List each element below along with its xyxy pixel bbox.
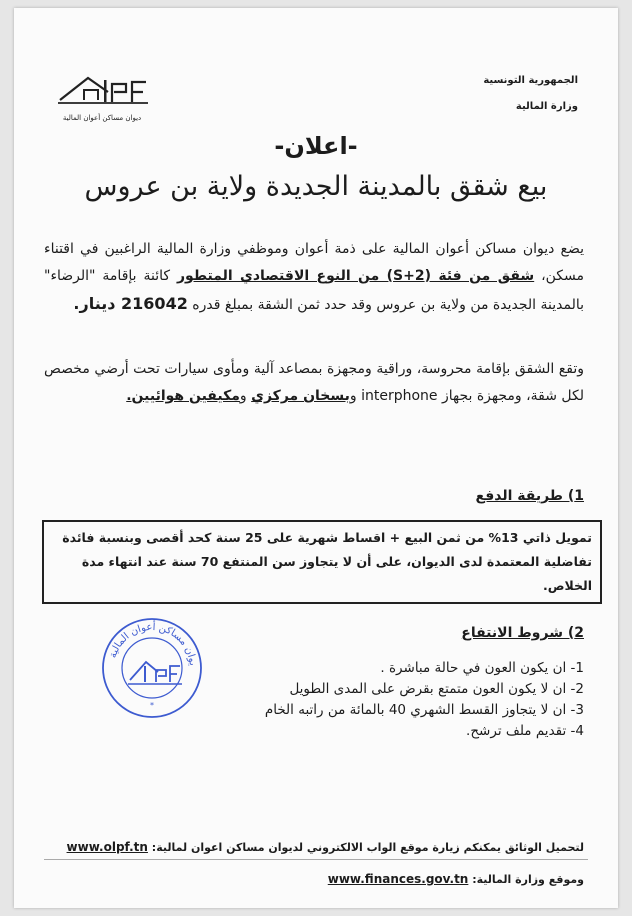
payment-terms-box [42, 520, 602, 604]
section-eligibility-heading: 2) شروط الانتفاع [461, 625, 584, 641]
logo-caption: ديوان مساكن أعوان المالية [62, 114, 142, 122]
p2-text-c: و [239, 388, 252, 404]
p1-price: 216042 دينار. [73, 294, 188, 313]
official-stamp [100, 616, 204, 720]
finances-website-link[interactable]: www.finances.gov.tn [327, 872, 469, 886]
p2-air-conditioners: مكيفين هوائيين. [126, 388, 240, 404]
p1-text-c: كائنة بإقامة "الرضاء" بالمدينة الجديدة من ولاية بن عروس وقد حدد ثمن الشقة بمبلغ قدره [44, 268, 584, 313]
list-item: 4- تقديم ملف ترشح. [466, 723, 584, 739]
p2-text-a: وتقع الشقق بإقامة محروسة، وراقية ومجهزة بمصاعد آلية ومأوى سيارات تحت أرضي مخصص لكل شقة، ومجهزة بجهاز [44, 361, 584, 404]
list-item: 3- ان لا يتجاوز القسط الشهري 40 بالمائة من راتبه الخام [264, 702, 584, 718]
footer-olpf-text: لتحميل الوثائق يمكنكم زيارة موقع الواب الالكتروني لديوان مساكن اعوان لمالية: [151, 841, 584, 854]
footer-divider [44, 859, 588, 860]
paragraph-features [44, 356, 584, 410]
footer-ministry-line [328, 872, 584, 886]
announcement-subtitle: بيع شقق بالمدينة الجديدة ولاية بن عروس [84, 171, 548, 202]
announcement-title: -اعلان- [274, 132, 358, 160]
svg-text:ديوان مساكن أعوان المالية [100, 616, 198, 666]
eligibility-list [265, 658, 584, 742]
svg-text:*: * [150, 701, 154, 710]
document-page [14, 8, 618, 908]
ministry-label: وزارة المالية [515, 101, 578, 112]
footer-ministry-text: وموقع وزارة المالية: [472, 873, 584, 886]
olpf-logo [54, 70, 150, 122]
p2-text-b: و [349, 388, 362, 404]
p2-interphone: interphone [361, 388, 438, 404]
p1-text-a: يضع ديوان مساكن أعوان المالية على ذمة أعوان وموظفي وزارة المالية الراغبين في اقتناء مسكن، [44, 241, 585, 284]
header-ministry-block [483, 68, 578, 120]
olpf-logo-icon [54, 70, 150, 108]
p2-central-heating: بسخان مركزي [251, 388, 350, 404]
olpf-website-link[interactable]: www.olpf.tn [66, 840, 148, 854]
list-item: 2- ان لا يكون العون متمتع بقرض على المدى الطويل [289, 681, 584, 697]
stamp-arc-text: يوان مساكن أعوان المالية [107, 621, 198, 667]
list-item: 1- ان يكون العون في حالة مباشرة . [380, 660, 584, 676]
republic-label: الجمهورية التونسية [483, 75, 578, 86]
stamp-seal-icon [100, 616, 204, 720]
payment-terms-text: تمويل ذاتي 13% من ثمن البيع + اقساط شهرية على 25 سنة كحد أقصى وبنسبة فائدة تفاضلية المعتمدة لدى الديوان، على أن لا يتجاوز سن المنتفع 70 سنة عند انتهاء مدة الخلاص. [62, 530, 592, 593]
paragraph-offer [44, 236, 584, 319]
footer-olpf-line [67, 840, 584, 854]
section-payment-heading: 1) طريقة الدفع [475, 488, 584, 504]
p1-apartment-type: شقق من فئة (S+2) من النوع الاقتصادي المتطور [177, 268, 535, 284]
